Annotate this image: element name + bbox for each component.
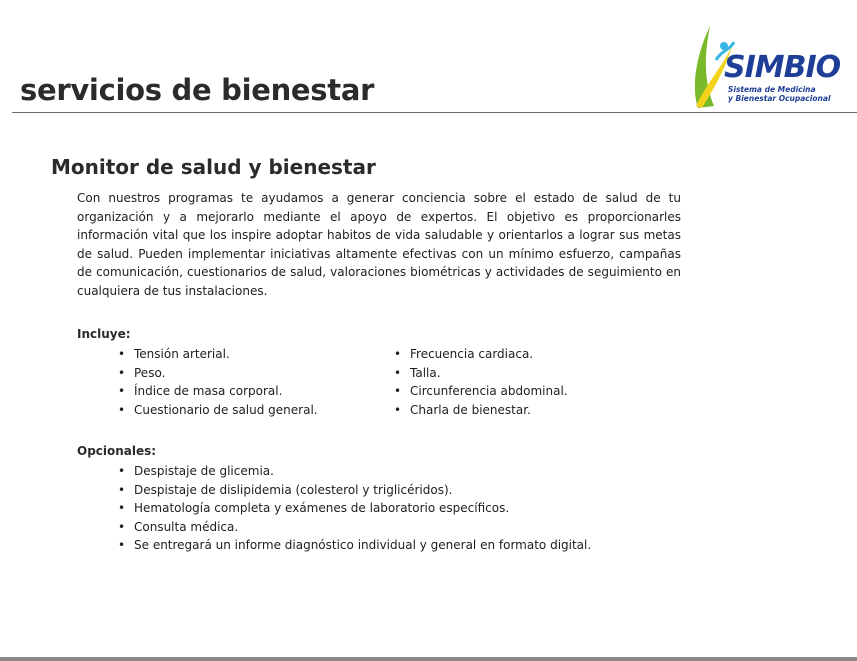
list-item: • Cuestionario de salud general.	[118, 401, 318, 420]
simbio-logo	[690, 20, 850, 110]
header-divider	[12, 112, 857, 113]
list-item: • Circunferencia abdominal.	[394, 382, 568, 401]
list-item: • Índice de masa corporal.	[118, 382, 318, 401]
list-item: • Tensión arterial.	[118, 345, 318, 364]
section-title: Monitor de salud y bienestar	[51, 155, 376, 179]
logo-wordmark: SIMBIO	[724, 50, 841, 85]
includes-heading: Incluye:	[77, 327, 131, 341]
list-item: • Consulta médica.	[118, 518, 591, 537]
list-item: • Frecuencia cardiaca.	[394, 345, 568, 364]
list-item: • Despistaje de glicemia.	[118, 462, 591, 481]
list-item: • Se entregará un informe diagnóstico individual y general en formato digital.	[118, 536, 591, 555]
list-item: • Talla.	[394, 364, 568, 383]
intro-paragraph: Con nuestros programas te ayudamos a generar conciencia sobre el estado de salud de tu organización y a mejorarlo mediante el apoyo de expertos. El objetivo es proporcionarles información vital que los inspire adoptar habitos de vida saludable y orientarlos a lograr sus metas de salud. Pueden implementar iniciativas altamente efectivas con un mínimo esfuerzo, campañas de comunicación, cuestionarios de salud, valoraciones biométricas y actividades de seguimiento en cualquiera de tus instalaciones.	[77, 191, 681, 298]
logo-subtitle-line2: y Bienestar Ocupacional	[728, 94, 831, 103]
list-item: • Charla de bienestar.	[394, 401, 568, 420]
includes-list-right	[394, 345, 568, 419]
logo-subtitle-line1: Sistema de Medicina	[728, 85, 816, 94]
optionals-list	[118, 462, 591, 555]
footer-divider	[0, 657, 857, 661]
page-title: servicios de bienestar	[20, 73, 375, 107]
optionals-heading: Opcionales:	[77, 444, 157, 458]
list-item: • Peso.	[118, 364, 318, 383]
list-item: • Despistaje de dislipidemia (colesterol y triglicéridos).	[118, 481, 591, 500]
list-item: • Hematología completa y exámenes de laboratorio específicos.	[118, 499, 591, 518]
includes-list-left	[118, 345, 318, 419]
